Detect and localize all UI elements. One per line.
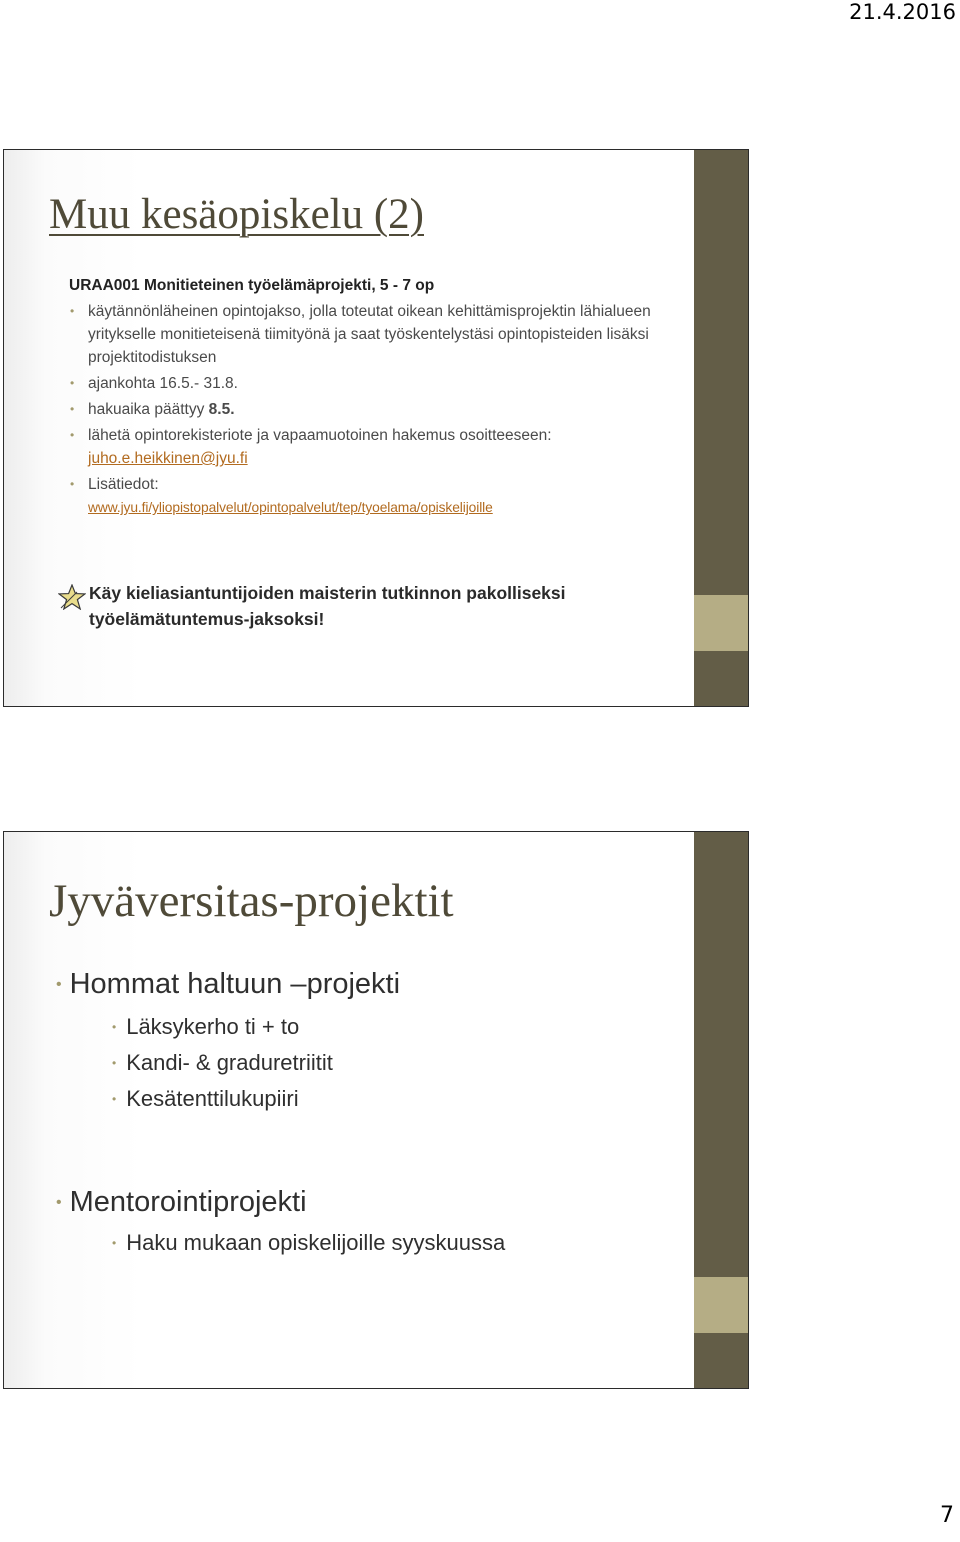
bullet-icon: •	[70, 477, 75, 491]
list-item-label: Mentorointiprojekti	[69, 1186, 307, 1218]
list-item	[70, 424, 660, 470]
decorative-sidebar	[694, 832, 748, 1388]
list-subitem	[112, 1050, 333, 1076]
slide-title: Jyväversitas-projektit	[49, 875, 454, 927]
list-item	[70, 473, 660, 519]
slide-1	[3, 149, 749, 707]
list-subitem	[112, 1014, 299, 1040]
list-item-label: Hommat haltuun –projekti	[69, 968, 401, 1000]
deadline-date: 8.5.	[208, 401, 235, 418]
list-item-text: käytännönläheinen opintojakso, jolla toteutat oikean kehittämisprojektin lähialueen yritykselle monitieteisenä tiimityönä ja saat työskentelystäsi opintopisteiden lisäksi projektitodistuksen	[88, 303, 651, 366]
email-link[interactable]: juho.e.heikkinen@jyu.fi	[88, 450, 248, 467]
list-item-text: ajankohta 16.5.- 31.8.	[88, 375, 238, 392]
callout-text: Käy kieliasiantuntijoiden maisterin tutkinnon pakolliseksi työelämätuntemus-jaksoksi!	[89, 583, 566, 629]
bullet-icon: •	[56, 1194, 62, 1211]
bullet-icon: •	[56, 976, 62, 993]
slide-title: Muu kesäopiskelu (2)	[49, 191, 424, 238]
decorative-sidebar-band	[694, 595, 748, 651]
bullet-icon: •	[112, 1020, 117, 1034]
list-item-text: lähetä opintorekisteriote ja vapaamuotoinen hakemus osoitteeseen:	[88, 427, 552, 444]
list-subitem-label: Kandi- & graduretriitit	[126, 1050, 333, 1075]
slide-2	[3, 831, 749, 1389]
list-item-text: hakuaika päättyy	[88, 401, 209, 418]
list-item	[70, 372, 660, 395]
page-number: 7	[940, 1503, 954, 1528]
list-subitem-label: Kesätenttilukupiiri	[126, 1086, 299, 1111]
course-heading: URAA001 Monitieteinen työelämäprojekti, 5 - 7 op	[69, 277, 435, 294]
header-date: 21.4.2016	[849, 0, 956, 24]
bullet-list	[70, 300, 660, 522]
list-item	[56, 968, 400, 1001]
bullet-icon: •	[70, 304, 75, 318]
decorative-sidebar	[694, 150, 748, 706]
list-subitem-label: Läksykerho ti + to	[126, 1014, 300, 1039]
list-item	[70, 300, 660, 369]
bullet-icon: •	[70, 402, 75, 416]
star-icon	[58, 584, 86, 610]
bullet-icon: •	[112, 1236, 117, 1250]
bullet-icon: •	[70, 376, 75, 390]
list-subitem	[112, 1086, 299, 1112]
list-subitem	[112, 1230, 505, 1256]
list-item	[56, 1186, 307, 1219]
list-item	[70, 398, 660, 421]
bullet-icon: •	[112, 1092, 117, 1106]
list-subitem-label: Haku mukaan opiskelijoille syyskuussa	[126, 1230, 506, 1255]
bullet-icon: •	[112, 1056, 117, 1070]
info-url-link[interactable]: www.jyu.fi/yliopistopalvelut/opintopalvelut/tep/tyoelama/opiskelijoille	[88, 500, 493, 515]
list-item-text: Lisätiedot:	[88, 476, 159, 493]
decorative-sidebar-band	[694, 1277, 748, 1333]
bullet-icon: •	[70, 428, 75, 442]
